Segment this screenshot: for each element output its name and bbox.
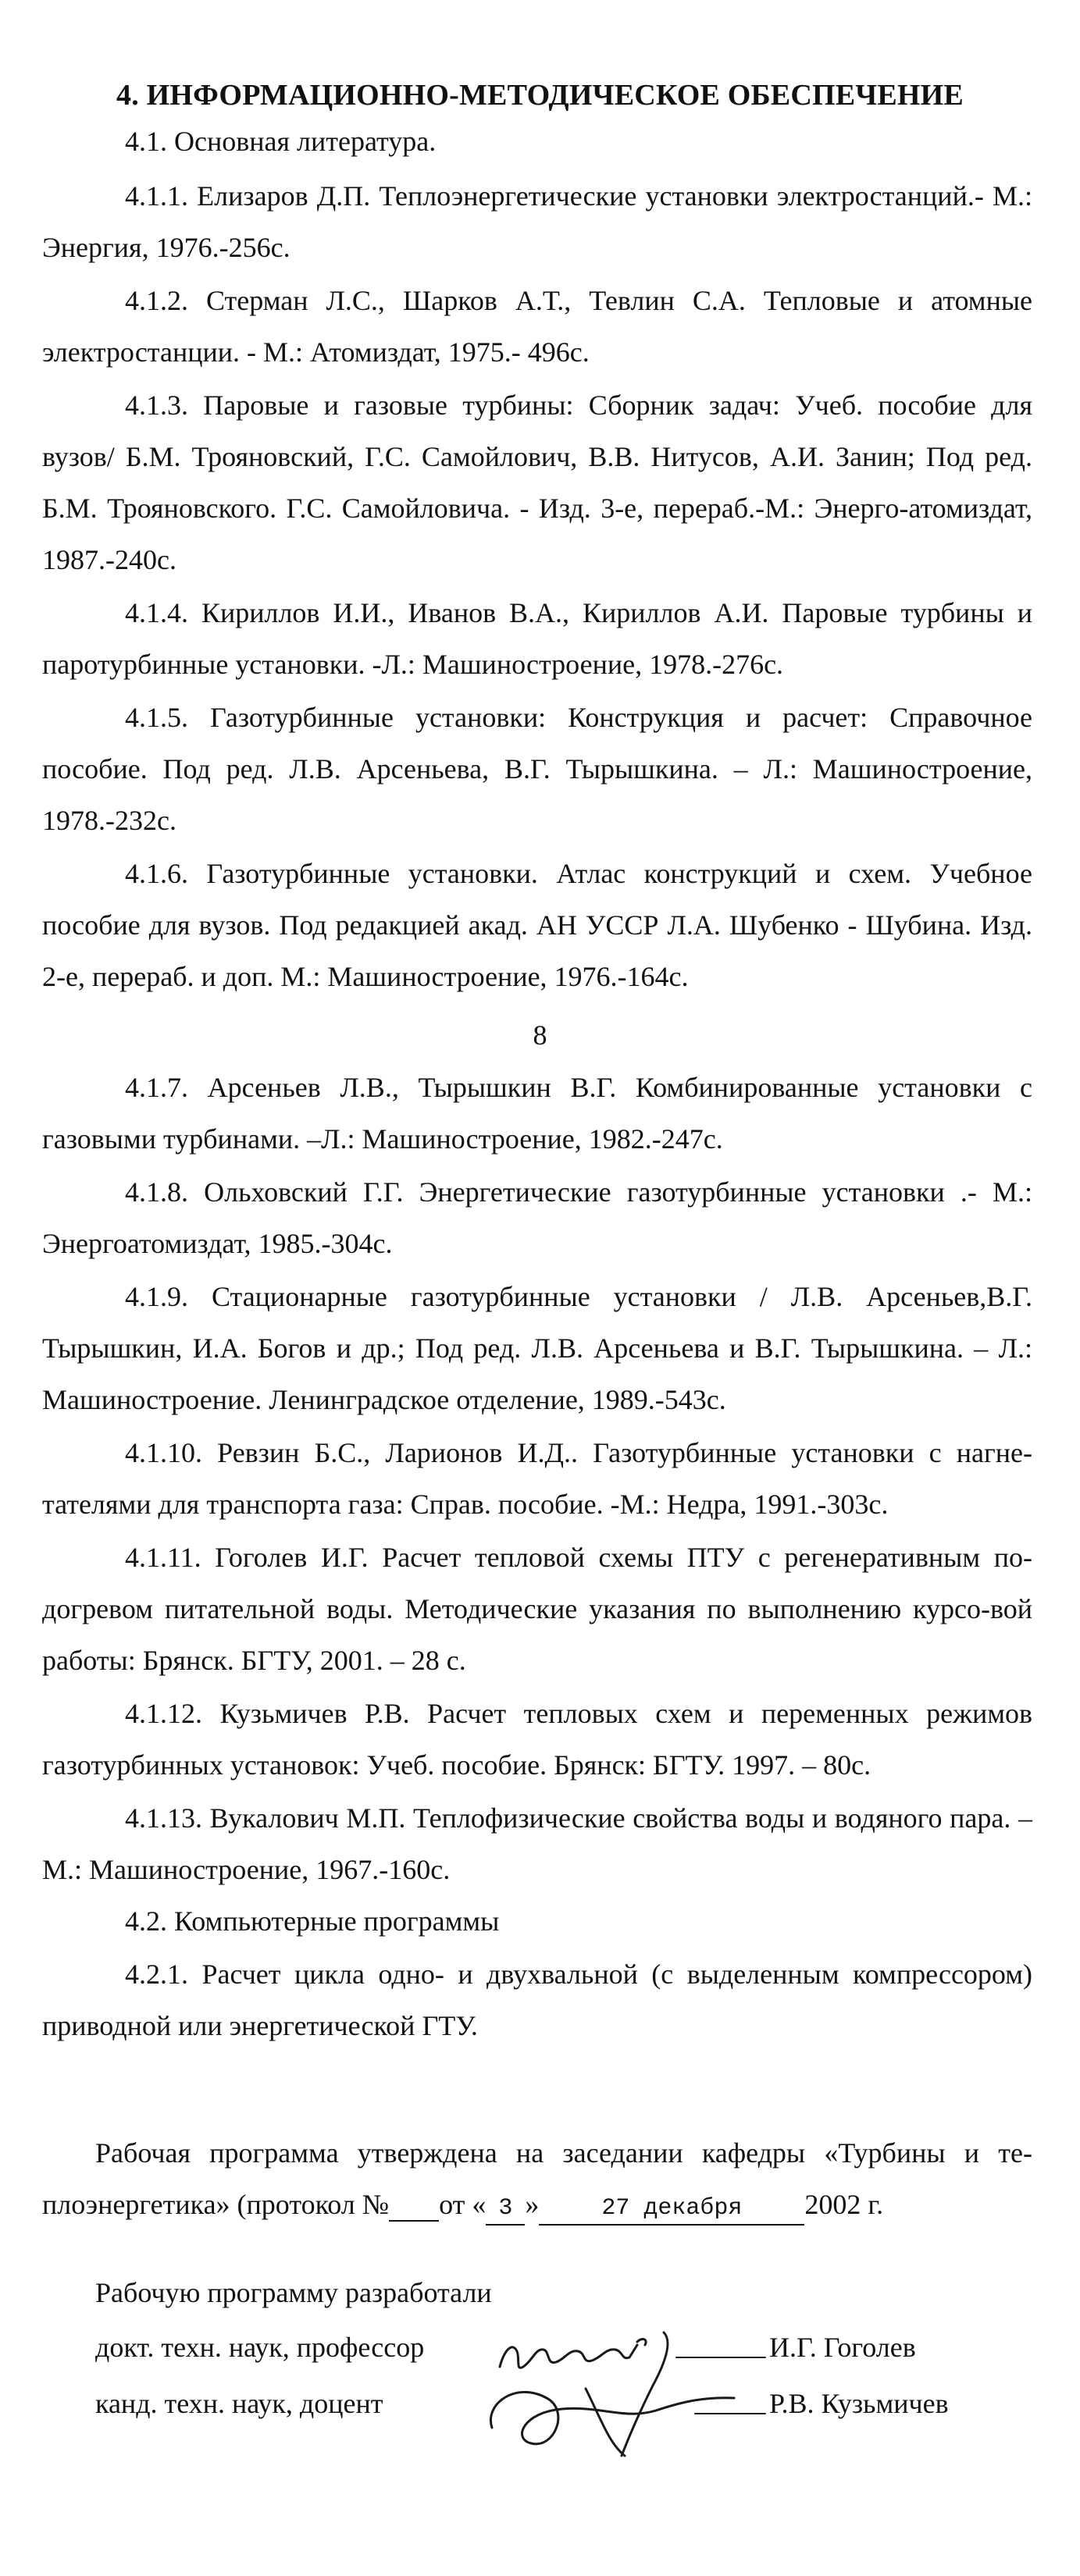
signature-stroke-2 [637,2339,646,2345]
approval-day: 3 [486,2193,525,2226]
reference-4-1-6: 4.1.6. Газотурбинные установки. Атлас конструкций и схем. Учебное пособие для вузов. Под редакцией акад. АН УССР Л.А. Шубенко - Шубина. Изд. 2-е, перераб. и доп. М.: Машиностроение, 1976.-164с. [42,858,1032,992]
signature-stroke-1 [500,2345,637,2368]
developer-role-docent: канд. техн. наук, доцент [95,2388,383,2419]
reference-4-1-8: 4.1.8. Ольховский Г.Г. Энергетические газотурбинные установки .- М.: Энергоатомиздат, 1985.-304с. [42,1176,1032,1259]
reference-4-1-4: 4.1.4. Кириллов И.И., Иванов В.А., Кириллов А.И. Паровые турбины и паротурбинные установки. -Л.: Машиностроение, 1978.-276с. [42,597,1032,680]
developer-name-1: И.Г. Гоголев [769,2332,916,2363]
approval-text: Рабочая программа утверждена на заседании кафедры «Турбины и те-плоэнергетика» (протокол № [42,2137,1032,2220]
program-4-2-1: 4.2.1. Расчет цикла одно- и двухвальной (с выделенным компрессором) приводной или энергетической ГТУ. [42,1959,1032,2041]
reference-4-1-7: 4.1.7. Арсеньев Л.В., Тырышкин В.Г. Комбинированные установки с газовыми турбинами. –Л.: Машиностроение, 1982.-247с. [42,1072,1032,1155]
reference-4-1-9: 4.1.9. Стационарные газотурбинные установки / Л.В. Арсеньев,В.Г. Тырышкин, И.А. Богов и др.; Под ред. Л.В. Арсеньева и В.Г. Тырышкина. – Л.: Машиностроение. Ленинградское отделение, 1989.-543с. [42,1281,1032,1415]
approval-year: 2002 г. [804,2189,884,2220]
developers-intro: Рабочую программу разработали [95,2277,492,2308]
subsection-title-main-literature: 4.1. Основная литература. [125,126,437,157]
signature-stroke-4 [490,2392,734,2443]
signature-stroke-3 [622,2332,668,2456]
handwritten-signatures [469,2311,781,2467]
approval-statement [42,2127,1032,2230]
approval-from-text: от « [439,2189,487,2220]
reference-4-1-13: 4.1.13. Вукалович М.П. Теплофизические свойства воды и водяного пара. –М.: Машиностроение, 1967.-160с. [42,1802,1032,1885]
section-heading: 4. ИНФОРМАЦИОННО-МЕТОДИЧЕСКОЕ ОБЕСПЕЧЕНИЕ [116,79,964,112]
reference-4-1-1: 4.1.1. Елизаров Д.П. Теплоэнергетические установки электростанций.- М.: Энергия, 1976.-256с. [42,180,1032,263]
reference-4-1-2: 4.1.2. Стерман Л.С., Шарков А.Т., Тевлин С.А. Тепловые и атомные электростанции. - М.: Атомиздат, 1975.- 496с. [42,285,1032,368]
approval-close-quote: » [525,2189,540,2220]
developer-role-professor: докт. техн. наук, профессор [95,2332,425,2363]
reference-4-1-3: 4.1.3. Паровые и газовые турбины: Сборник задач: Учеб. пособие для вузов/ Б.М. Трояновский, Г.С. Самойлович, В.В. Нитусов, А.И. Занин; Под ред. Б.М. Трояновского. Г.С. Самойловича. - Изд. 3-е, перераб.-М.: Энерго-атомиздат, 1987.-240с. [42,390,1032,575]
subsection-title-computer-programs: 4.2. Компьютерные программы [125,1905,500,1937]
approval-date: 27 декабря [539,2193,804,2226]
developer-name-2: Р.В. Кузьмичев [769,2388,949,2419]
reference-4-1-5: 4.1.5. Газотурбинные установки: Конструкция и расчет: Справочное пособие. Под ред. Л.В. Арсеньева, В.Г. Тырышкина. – Л.: Машиностроение, 1978.-232с. [42,702,1032,836]
page-number: 8 [533,1019,547,1051]
reference-4-1-11: 4.1.11. Гоголев И.Г. Расчет тепловой схемы ПТУ с регенеративным по-догревом питательной воды. Методические указания по выполнению курсо-вой работы: Брянск. БГТУ, 2001. – 28 с. [42,1542,1032,1676]
reference-4-1-10: 4.1.10. Ревзин Б.С., Ларионов И.Д.. Газотурбинные установки с нагне-тателями для транспорта газа: Справ. пособие. -М.: Недра, 1991.-303с. [42,1437,1032,1520]
protocol-number-blank [389,2189,439,2222]
signature-stroke-5 [586,2389,625,2456]
reference-4-1-12: 4.1.12. Кузьмичев Р.В. Расчет тепловых схем и переменных режимов газотурбинных установок: Учеб. пособие. Брянск: БГТУ. 1997. – 80с. [42,1698,1032,1781]
